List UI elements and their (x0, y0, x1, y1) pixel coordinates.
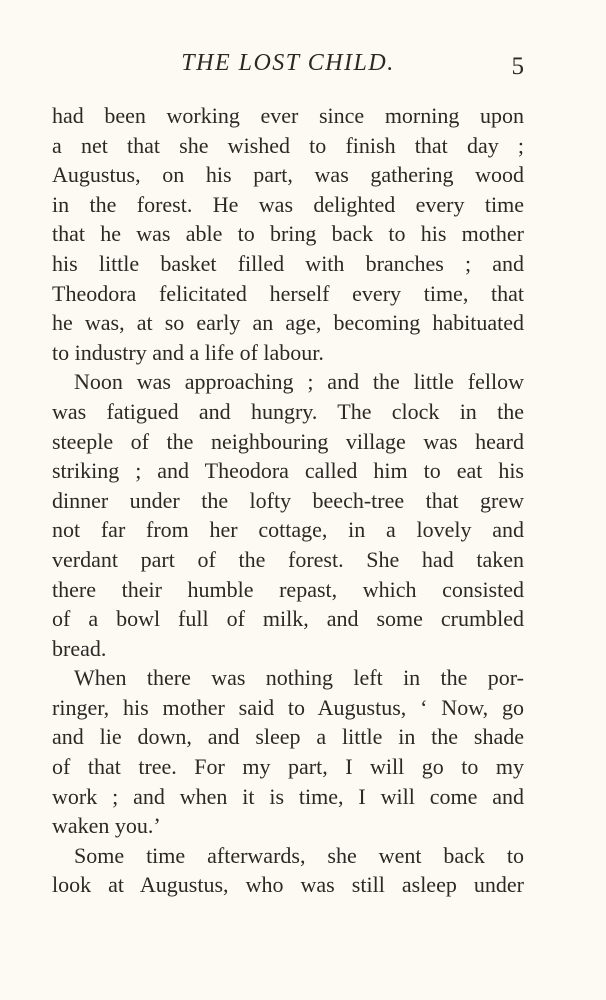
text-line: of that tree. For my part, I will go to my (52, 754, 524, 780)
text-line: striking ; and Theodora called him to eat his (52, 458, 524, 484)
text-line: work ; and when it is time, I will come and (52, 783, 524, 809)
text-line: there their humble repast, which consisted (52, 576, 524, 602)
text-line: waken you.’ (52, 813, 161, 839)
text-line: Noon was approaching ; and the little fellow (74, 369, 524, 395)
text-line: a net that she wished to finish that day ; (52, 132, 524, 158)
text-line: was fatigued and hungry. The clock in the (52, 398, 524, 424)
text-line: in the forest. He was delighted every time (52, 191, 524, 217)
text-line: of a bowl full of milk, and some crumbled (52, 606, 524, 632)
text-line: steeple of the neighbouring village was heard (52, 428, 524, 454)
text-line: that he was able to bring back to his mother (52, 221, 524, 247)
text-line: to industry and a life of labour. (52, 339, 324, 365)
text-line: and lie down, and sleep a little in the shade (52, 724, 524, 750)
text-line: he was, at so early an age, becoming habituated (52, 310, 524, 336)
text-line: Augustus, on his part, was gathering wood (52, 162, 524, 188)
text-line: look at Augustus, who was still asleep under (52, 872, 524, 898)
text-line: ringer, his mother said to Augustus, ‘ Now, go (52, 694, 524, 720)
text-line: not far from her cottage, in a lovely and (52, 517, 524, 543)
body-text (52, 101, 524, 900)
text-line: When there was nothing left in the por- (74, 665, 524, 691)
text-line: Theodora felicitated herself every time, that (52, 280, 524, 306)
text-line: bread. (52, 635, 107, 661)
text-line: verdant part of the forest. She had taken (52, 546, 524, 572)
text-line: Some time afterwards, she went back to (74, 842, 524, 868)
page-number: 5 (511, 53, 524, 80)
running-title: THE LOST CHILD. (181, 50, 395, 76)
text-line: his little basket filled with branches ; and (52, 250, 524, 276)
running-header (52, 50, 524, 82)
text-line: had been working ever since morning upon (52, 103, 524, 128)
text-line: dinner under the lofty beech-tree that grew (52, 487, 524, 513)
